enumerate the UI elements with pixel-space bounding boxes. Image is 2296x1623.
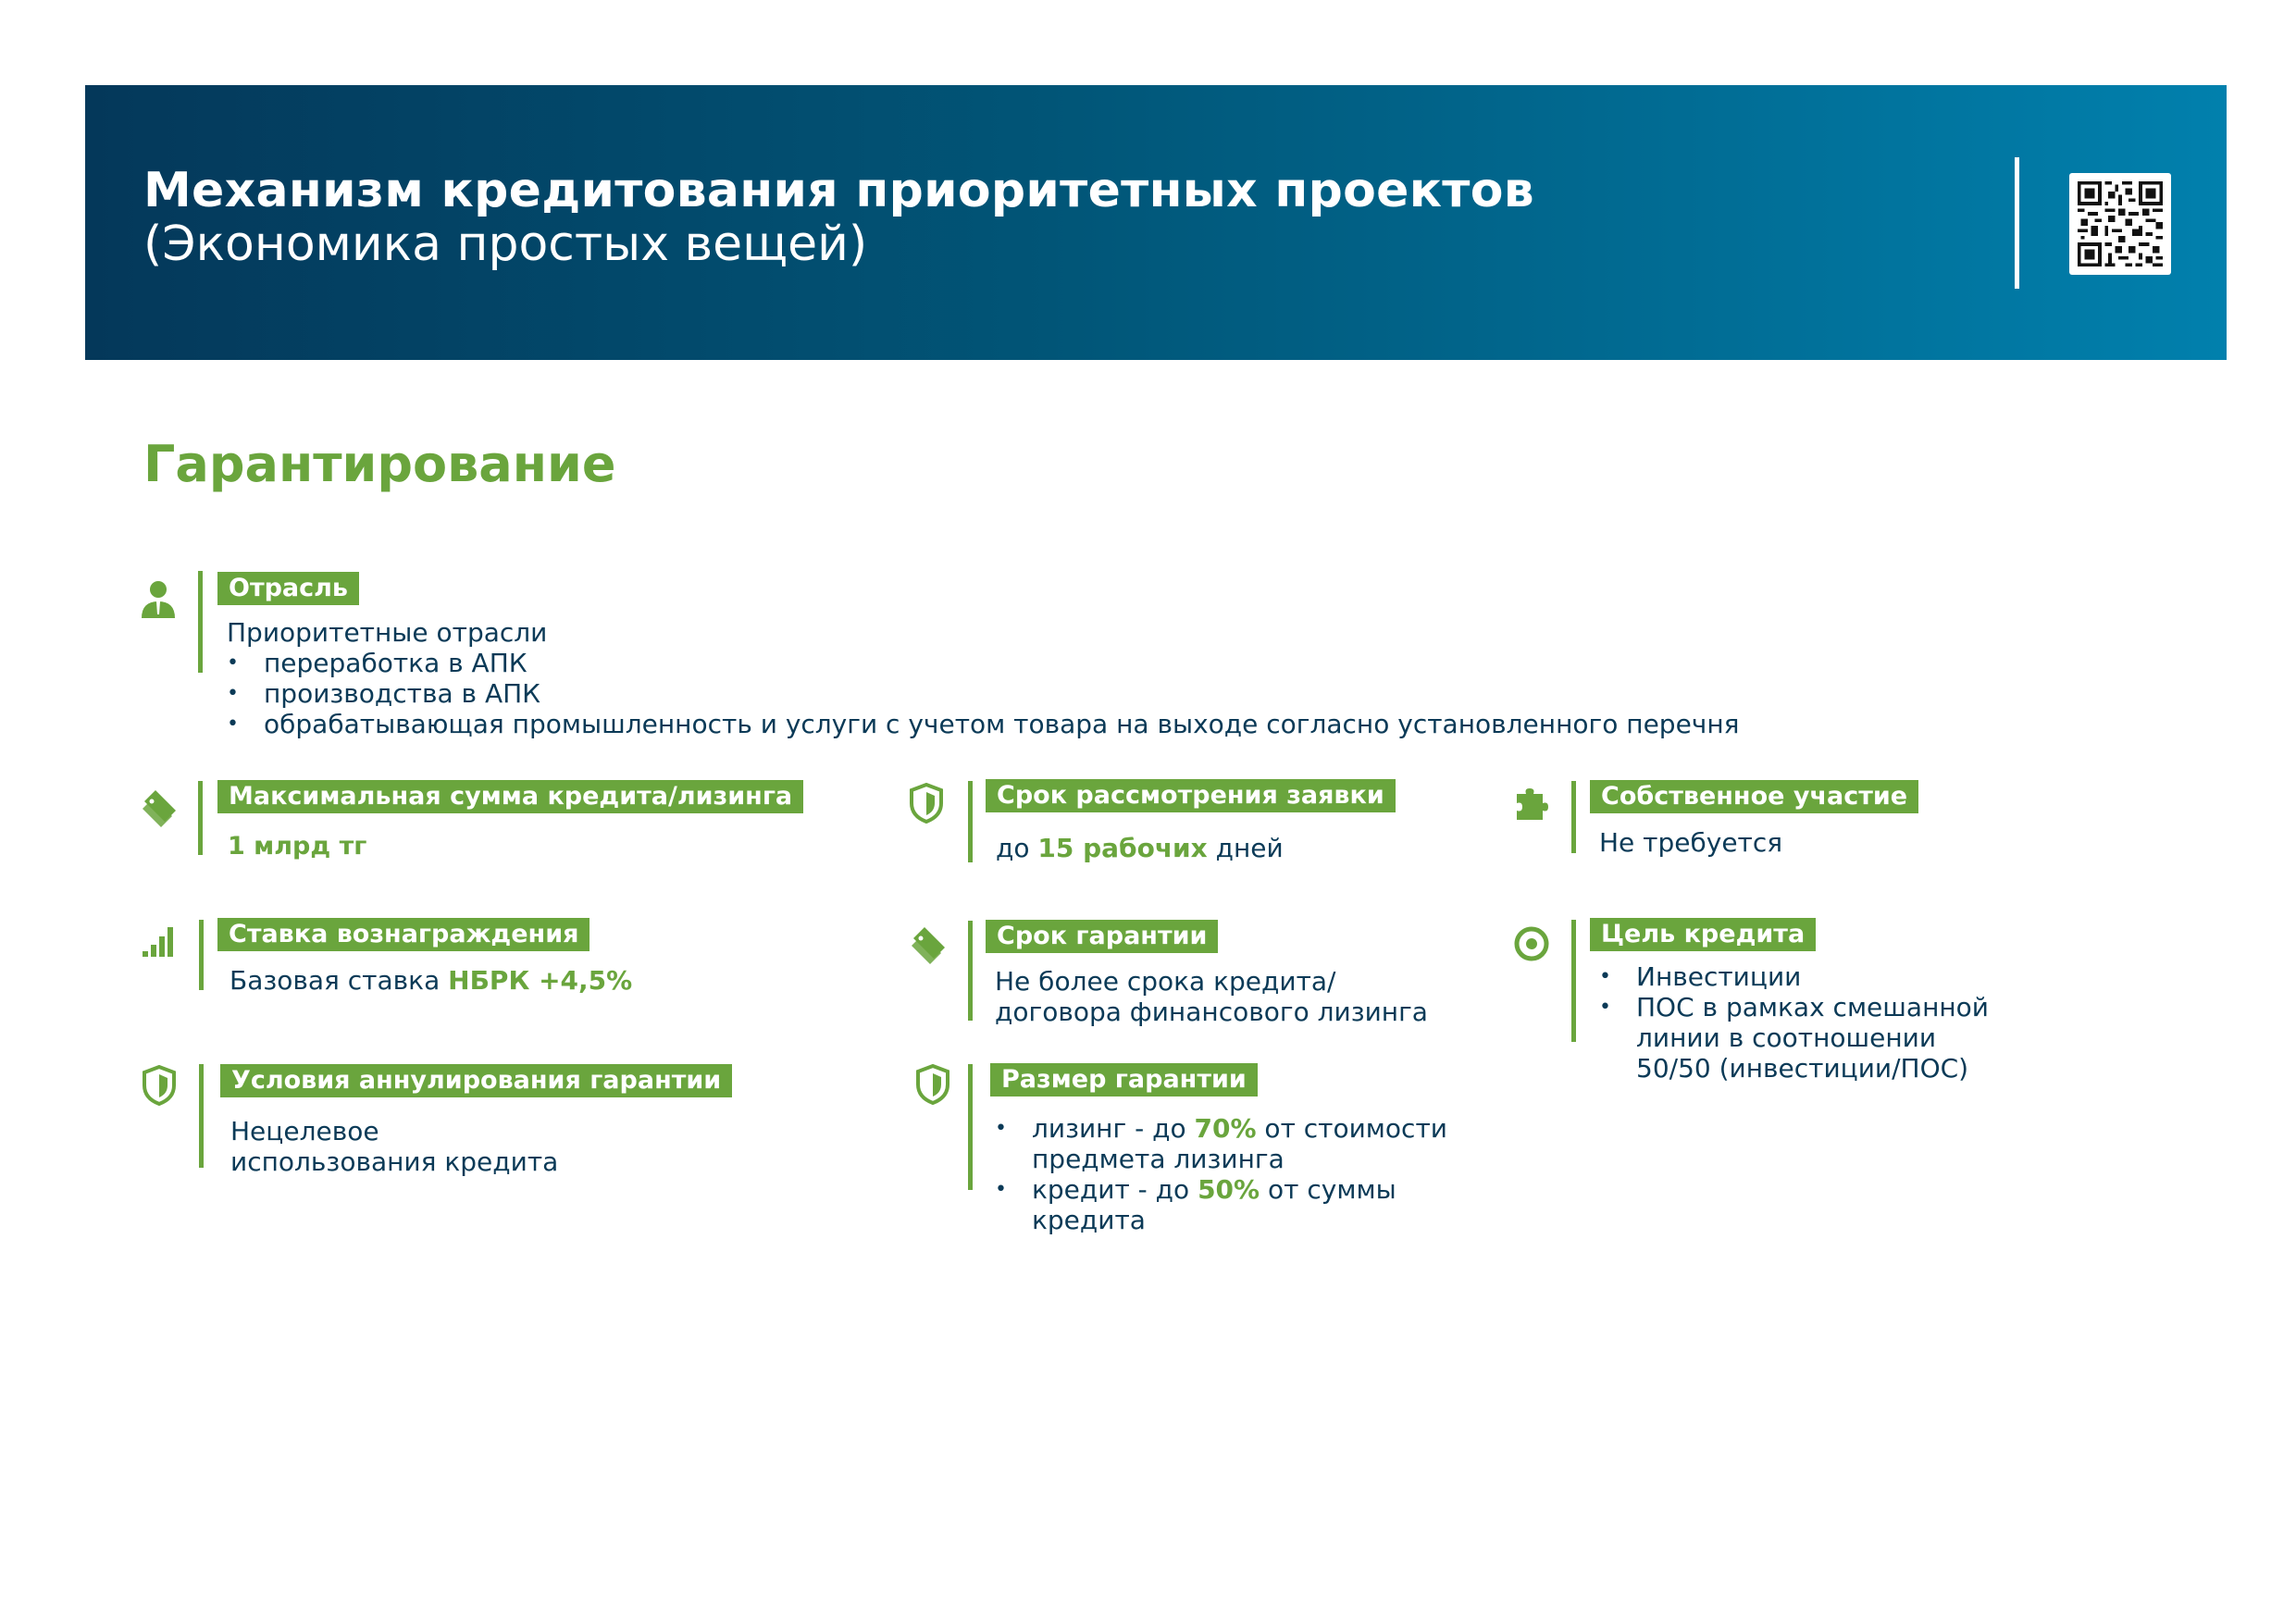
section-title: Гарантирование: [143, 435, 616, 493]
list-item: • переработка в АПК: [227, 648, 1739, 678]
credit-prefix: кредит - до: [1032, 1174, 1198, 1205]
target-icon: [1513, 923, 1550, 964]
divider-bar: [1571, 781, 1576, 853]
puzzle-icon: [1511, 785, 1548, 825]
list-item: • Инвестиции: [1599, 961, 1989, 992]
list-item: • обрабатывающая промышленность и услуги с учетом товара на выходе согласно установленного перечня: [227, 709, 1739, 739]
list-item: [1599, 992, 1989, 1084]
list-item: [995, 1174, 1447, 1235]
divider-bar: [1571, 920, 1576, 1042]
shield-icon: [914, 1064, 951, 1105]
rate-label: Ставка вознаграждения: [217, 918, 590, 951]
divider-bar: [968, 1064, 973, 1190]
leasing-percent: 70%: [1194, 1113, 1257, 1144]
loan-purpose-line: линии в соотношении: [1636, 1022, 1937, 1053]
tag-icon: [141, 788, 178, 829]
loan-purpose-line: 50/50 (инвестиции/ПОС): [1636, 1053, 1969, 1084]
max-amount-label: Максимальная сумма кредита/лизинга: [217, 780, 803, 813]
credit-line2: кредита: [1032, 1205, 1146, 1235]
guarantee-term-value: [995, 966, 1428, 1027]
list-item: • производства в АПК: [227, 678, 1739, 709]
credit-suffix: от суммы: [1260, 1174, 1396, 1205]
review-term-prefix: до: [996, 833, 1038, 863]
annulment-line2: использования кредита: [230, 1146, 559, 1177]
rate-value: [230, 965, 632, 996]
review-term-value: [996, 833, 1284, 863]
rate-prefix: Базовая ставка: [230, 965, 449, 996]
loan-purpose-body: [1599, 961, 1989, 1084]
own-participation-value: Не требуется: [1599, 827, 1783, 858]
industry-label: Отрасль: [217, 572, 359, 605]
loan-purpose-line: • ПОС в рамках смешанной: [1636, 992, 1990, 1022]
leasing-prefix: лизинг - до: [1032, 1113, 1195, 1144]
review-term-suffix: дней: [1207, 833, 1284, 863]
divider-bar: [199, 1064, 204, 1168]
guarantee-term-line1: Не более срока кредита/: [995, 966, 1336, 997]
annulment-line1: Нецелевое: [230, 1116, 379, 1146]
guarantee-term-label: Срок гарантии: [986, 920, 1218, 953]
guarantee-size-label: Размер гарантии: [990, 1063, 1258, 1096]
divider-bar: [968, 921, 973, 1021]
divider-bar: [198, 571, 203, 673]
credit-percent: 50%: [1198, 1174, 1260, 1205]
industry-intro: Приоритетные отрасли: [227, 617, 548, 648]
annulment-body: [230, 1116, 558, 1177]
shield-icon: [141, 1065, 178, 1106]
tag-icon: [910, 925, 947, 966]
header-banner: [85, 85, 2227, 360]
annulment-label: Условия аннулирования гарантии: [220, 1064, 732, 1097]
own-participation-label: Собственное участие: [1590, 780, 1918, 813]
divider-bar: [968, 781, 973, 862]
page-subtitle: (Экономика простых вещей): [143, 217, 868, 272]
guarantee-size-body: [995, 1113, 1447, 1235]
leasing-suffix: от стоимости: [1256, 1113, 1447, 1144]
shield-icon: [908, 783, 945, 824]
max-amount-number: 1 млрд тг: [228, 832, 367, 861]
qr-code-icon[interactable]: [2069, 173, 2171, 275]
loan-purpose-label: Цель кредита: [1590, 918, 1816, 951]
max-amount-value: [228, 830, 366, 861]
divider-bar: [198, 781, 203, 855]
review-term-number: 15 рабочих: [1037, 833, 1208, 863]
review-term-label: Срок рассмотрения заявки: [986, 779, 1396, 812]
signal-bars-icon: [141, 920, 178, 960]
guarantee-size-leasing: [1032, 1113, 1447, 1144]
page-title: Механизм кредитования приоритетных проектов: [143, 163, 1534, 218]
rate-number: НБРК +4,5%: [448, 965, 633, 996]
industry-body: [227, 617, 1739, 739]
list-item: [995, 1113, 1447, 1174]
guarantee-size-credit: [1032, 1174, 1447, 1205]
divider-bar: [199, 920, 204, 990]
person-icon: [140, 579, 177, 620]
guarantee-term-line2: договора финансового лизинга: [995, 997, 1428, 1027]
header-divider: [2015, 157, 2019, 289]
leasing-line2: предмета лизинга: [1032, 1144, 1285, 1174]
